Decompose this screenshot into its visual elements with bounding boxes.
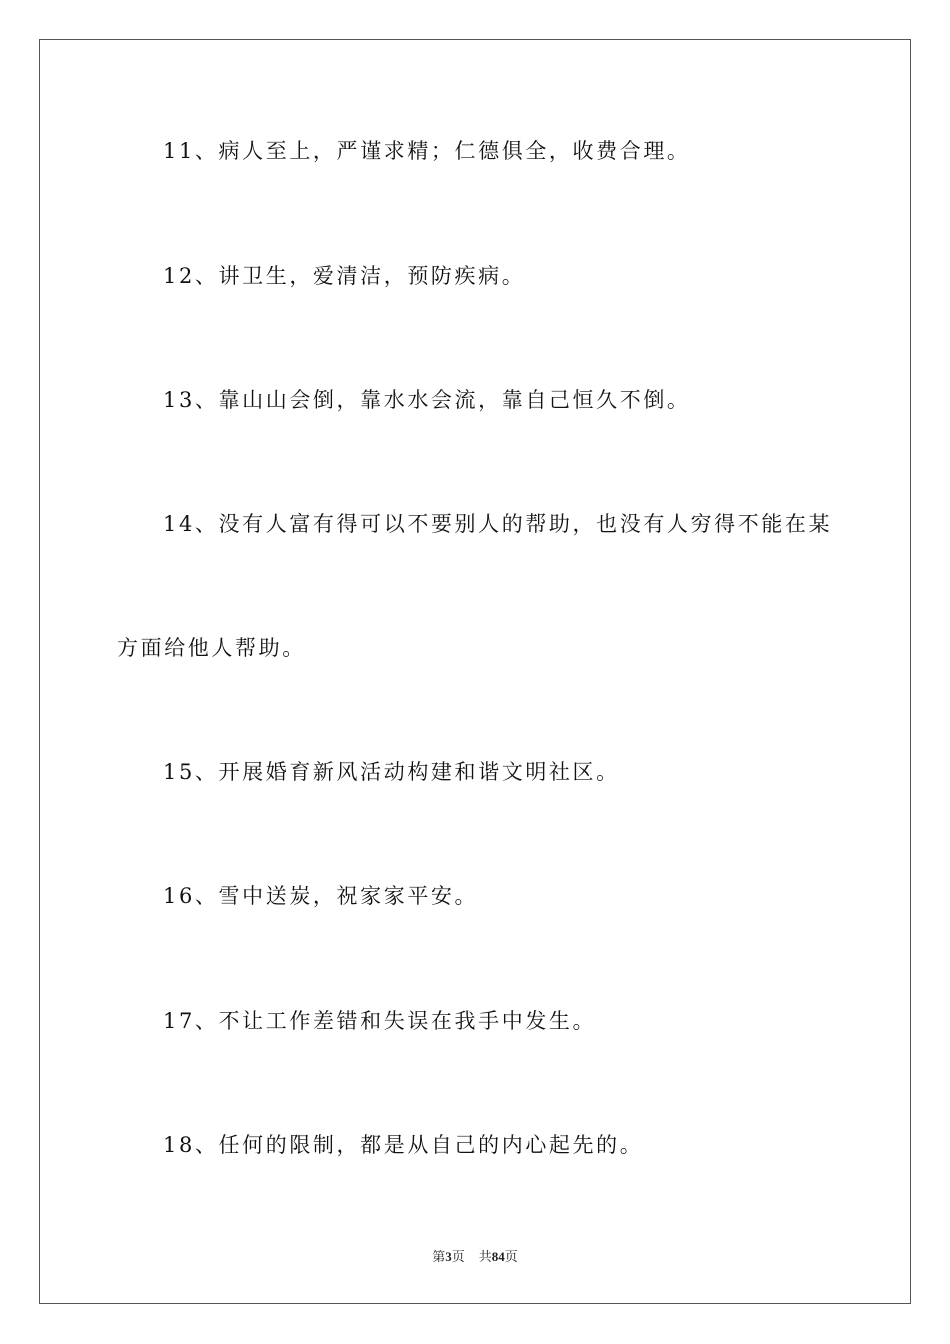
paragraph-16: 16、雪中送炭，祝家家平安。 bbox=[163, 884, 479, 908]
paragraph-11: 11、病人至上，严谨求精；仁德俱全，收费合理。 bbox=[163, 139, 691, 163]
paragraph-14-line-2: 方面给他人帮助。 bbox=[117, 636, 306, 660]
footer-total-pages: 84 bbox=[491, 1249, 505, 1264]
footer-page-number: 3 bbox=[445, 1249, 452, 1264]
footer-total-prefix: 共 bbox=[478, 1249, 492, 1264]
footer-page-suffix: 页 bbox=[451, 1249, 465, 1264]
page-frame bbox=[39, 39, 911, 1304]
page-footer bbox=[0, 1246, 950, 1265]
paragraph-15: 15、开展婚育新风活动构建和谐文明社区。 bbox=[163, 760, 620, 784]
paragraph-17: 17、不让工作差错和失误在我手中发生。 bbox=[163, 1009, 597, 1033]
paragraph-12: 12、讲卫生，爱清洁，预防疾病。 bbox=[163, 264, 526, 288]
paragraph-18: 18、任何的限制，都是从自己的内心起先的。 bbox=[163, 1133, 644, 1157]
paragraph-14-line-1: 14、没有人富有得可以不要别人的帮助，也没有人穷得不能在某 bbox=[163, 512, 833, 536]
footer-total-suffix: 页 bbox=[504, 1249, 518, 1264]
footer-page-prefix: 第 bbox=[432, 1249, 446, 1264]
paragraph-13: 13、靠山山会倒，靠水水会流，靠自己恒久不倒。 bbox=[163, 388, 691, 412]
